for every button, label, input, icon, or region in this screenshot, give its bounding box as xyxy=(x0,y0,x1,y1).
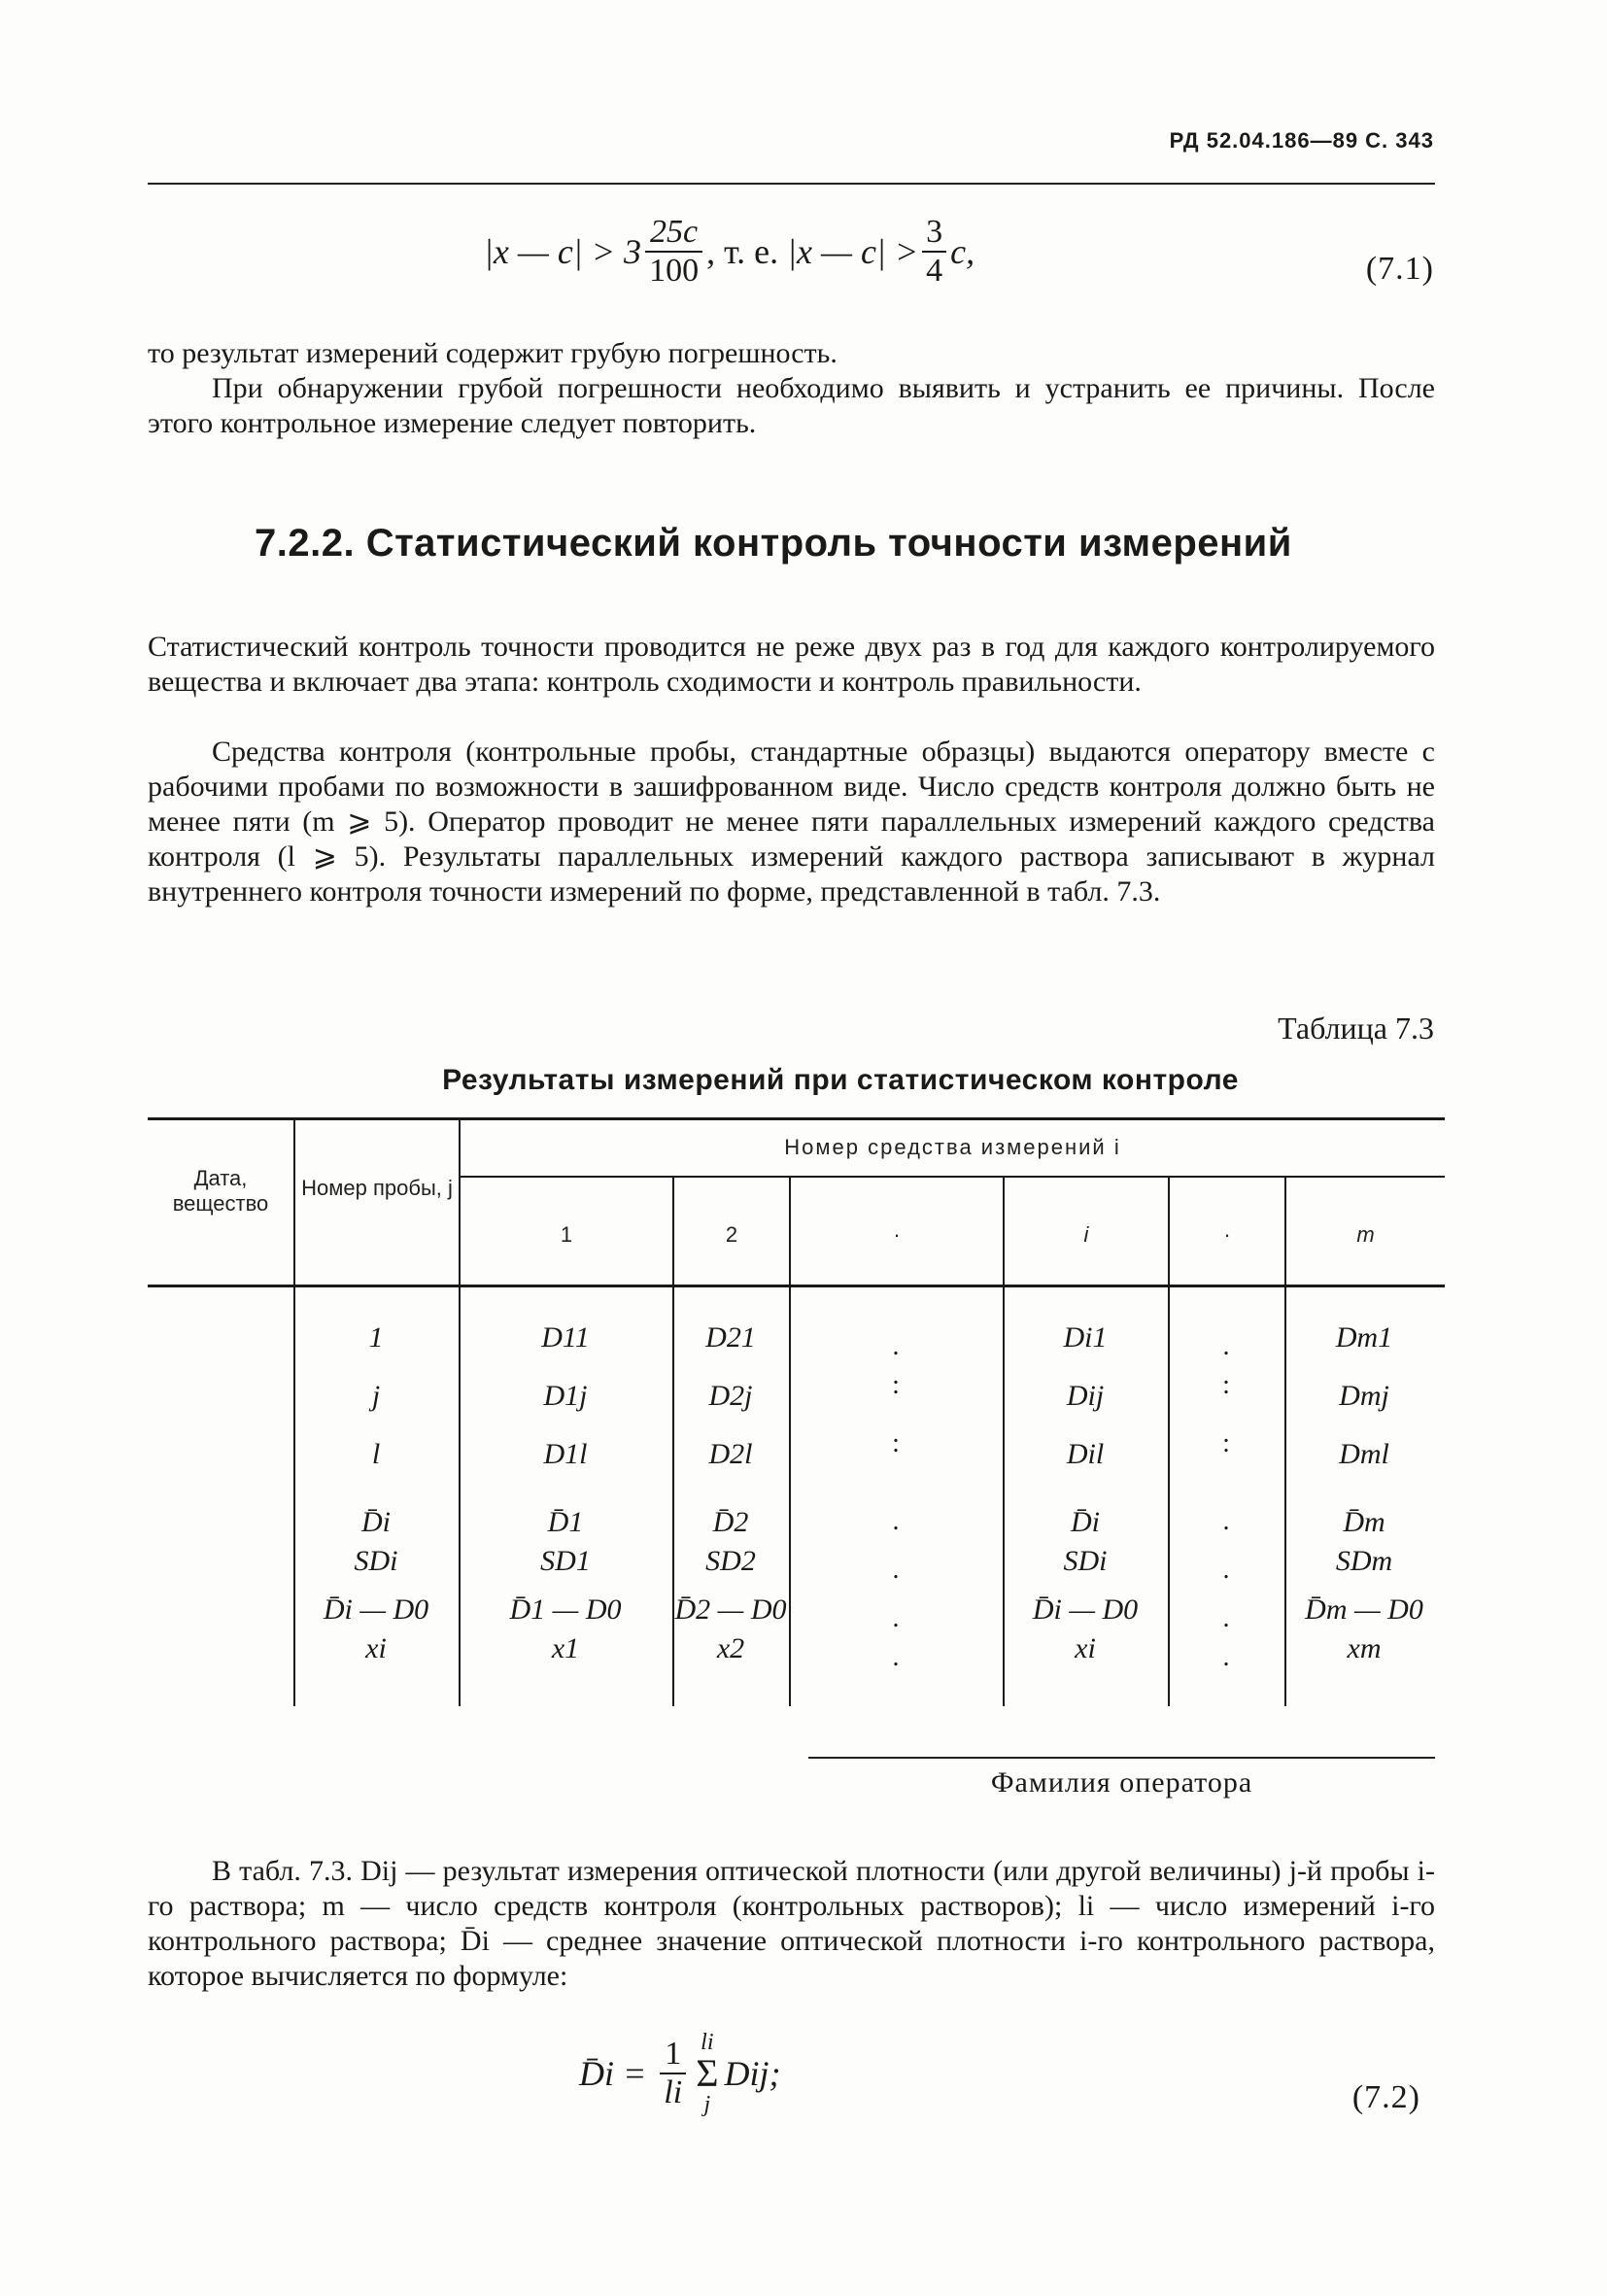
table-cell: x2 xyxy=(716,1632,745,1664)
formula-7-2-sum xyxy=(696,2031,718,2116)
probe-row-j: j xyxy=(371,1380,381,1412)
ellipsis-dot: : xyxy=(892,1428,900,1458)
table-cell: D21 xyxy=(705,1321,756,1354)
table-cell: D̄1 xyxy=(547,1506,584,1538)
sum-upper-limit: li xyxy=(701,2030,714,2055)
ellipsis-dot: . xyxy=(1222,1331,1230,1361)
formula-7-2-denominator: li xyxy=(660,2073,686,2109)
table-cell: SDi xyxy=(1063,1545,1108,1577)
table-cell: Di1 xyxy=(1063,1321,1108,1354)
table-cell: D̄2 — D0 xyxy=(674,1593,787,1626)
ellipsis-dot: : xyxy=(1222,1428,1230,1458)
table-label: Таблица 7.3 xyxy=(1278,1011,1434,1045)
equation-number-7-2: (7.2) xyxy=(1351,2079,1420,2115)
table-caption: Результаты измерений при статистическом контроле xyxy=(442,1064,1239,1096)
table-cell: xm xyxy=(1347,1632,1382,1664)
sum-lower-limit: j xyxy=(703,2092,711,2117)
ellipsis-dot: . xyxy=(892,1642,900,1672)
equation-number-7-1: (7.1) xyxy=(1365,251,1434,287)
table-cell: xi xyxy=(1075,1632,1096,1664)
table-vline-2 xyxy=(459,1117,461,1706)
table-cell: D̄i xyxy=(1071,1506,1100,1538)
table-header-bottom-border xyxy=(148,1285,1445,1287)
running-header: РД 52.04.186—89 С. 343 xyxy=(1169,128,1434,153)
ellipsis-dot: : xyxy=(892,1370,900,1400)
table-cell: Dmj xyxy=(1339,1380,1389,1412)
table-cell: D̄i — D0 xyxy=(1032,1593,1139,1626)
probe-row-1: 1 xyxy=(368,1321,384,1354)
probe-row-mean: D̄i xyxy=(361,1506,391,1538)
section-title: 7.2.2. Статистический контроль точности измерений xyxy=(255,522,1292,565)
formula-7-1-fraction-1 xyxy=(645,216,702,288)
fraction-1-denominator: 100 xyxy=(645,251,702,288)
paragraph-1: то результат измерений содержит грубую погрешность. xyxy=(148,337,838,369)
table-cell: D̄m xyxy=(1343,1506,1385,1538)
table-cell: SDm xyxy=(1335,1545,1393,1577)
ellipsis-dot: . xyxy=(892,1555,900,1585)
ellipsis-dot: . xyxy=(1222,1555,1230,1585)
probe-row-x: xi xyxy=(365,1632,387,1664)
formula-7-2-fraction xyxy=(660,2038,686,2109)
header-rule xyxy=(148,183,1435,185)
ellipsis-dot: . xyxy=(1222,1506,1230,1536)
formula-7-2-term: Dij; xyxy=(724,2054,781,2093)
formula-7-1-rhs: |x — c| > xyxy=(787,232,919,271)
table-cell: Dml xyxy=(1339,1438,1389,1470)
formula-7-1-tail: c, xyxy=(950,232,975,271)
ellipsis-dot: . xyxy=(892,1331,900,1361)
table-cell: SD2 xyxy=(705,1545,756,1577)
table-cell: D̄2 xyxy=(712,1506,749,1538)
probe-row-l: l xyxy=(371,1438,381,1470)
table-top-border xyxy=(148,1117,1445,1120)
formula-7-1-separator: , т. е. xyxy=(706,232,788,271)
table-cell: Dm1 xyxy=(1335,1321,1393,1354)
subheader-i: i xyxy=(1083,1222,1089,1247)
operator-label: Фамилия оператора xyxy=(990,1766,1253,1799)
table-vline-5 xyxy=(1168,1176,1170,1706)
ellipsis-dot: : xyxy=(1222,1370,1230,1400)
fraction-1-numerator: 25c xyxy=(650,214,699,250)
formula-7-2 xyxy=(579,2031,780,2116)
fraction-2-numerator: 3 xyxy=(926,214,943,250)
table-cell: D̄1 — D0 xyxy=(509,1593,622,1626)
formula-7-2-numerator: 1 xyxy=(665,2036,682,2072)
table-cell: D̄m — D0 xyxy=(1305,1593,1423,1626)
table-cell: x1 xyxy=(551,1632,580,1664)
paragraph-4: Средства контроля (контрольные пробы, стандартные образцы) выдаются оператору вместе с рабочими пробами по возможности в зашифрованном виде. Число средств контроля должно быть не менее пяти (m ⩾ 5). Оператор проводит не менее пяти параллельных измерений каждого средства контроля (l ⩾ 5). Результаты параллельных измерений каждого раствора записывают в журнал внутреннего контроля точности измерений по форме, представленной в табл. 7.3. xyxy=(148,736,1435,908)
table-vline-1 xyxy=(293,1117,295,1706)
ellipsis-dot: . xyxy=(1222,1642,1230,1672)
table-cell: Dil xyxy=(1066,1438,1105,1470)
probe-row-diff: D̄i — D0 xyxy=(323,1593,429,1626)
paragraph-3: Статистический контроль точности проводится не реже двух раз в год для каждого контролируемого вещества и включает два этапа: контроль сходимости и контроль правильности. xyxy=(148,631,1435,698)
ellipsis-dot: . xyxy=(1222,1603,1230,1633)
probe-row-sd: SDi xyxy=(354,1545,398,1577)
table-cell: D2j xyxy=(708,1380,753,1412)
table-vline-4 xyxy=(1003,1176,1005,1706)
table-cell: Dij xyxy=(1066,1380,1105,1412)
subheader-m: m xyxy=(1356,1222,1375,1247)
paragraph-5: В табл. 7.3. Dij — результат измерения оптической плотности (или другой величины) j-й пробы i-го раствора; m — число средств контроля (контрольных растворов); li — число измерений i-го контрольного раствора; D̄i — среднее значение оптической плотности i-го контрольного раствора, которое вычисляется по формуле: xyxy=(148,1855,1435,1992)
operator-signature-line xyxy=(808,1757,1435,1759)
table-cell: D1j xyxy=(543,1380,588,1412)
subheader-2: 2 xyxy=(725,1222,738,1247)
header-group: Номер средства измерений i xyxy=(784,1135,1121,1159)
ellipsis-dot: . xyxy=(892,1506,900,1536)
table-cell: D11 xyxy=(541,1321,590,1354)
subheader-1: 1 xyxy=(560,1222,573,1247)
sum-sign: Σ xyxy=(696,2051,719,2095)
subheader-dot-1: · xyxy=(893,1222,901,1247)
formula-7-1-lhs: |x — c| > 3 xyxy=(484,232,642,271)
results-table xyxy=(148,1117,1445,1710)
header-probe: Номер пробы, j xyxy=(301,1176,453,1200)
table-group-underline xyxy=(459,1176,1445,1178)
table-cell: D1l xyxy=(543,1438,588,1470)
table-cell: SD1 xyxy=(540,1545,591,1577)
formula-7-2-lhs: D̄i = xyxy=(579,2054,647,2093)
subheader-dot-2: · xyxy=(1223,1222,1231,1247)
formula-7-1-fraction-2 xyxy=(922,216,946,288)
table-cell: D2l xyxy=(708,1438,753,1470)
ellipsis-dot: . xyxy=(892,1603,900,1633)
fraction-2-denominator: 4 xyxy=(922,251,946,288)
paragraph-2: При обнаружении грубой погрешности необходимо выявить и устранить ее причины. После этого контрольное измерение следует повторить. xyxy=(148,372,1435,439)
formula-7-1 xyxy=(484,216,974,288)
header-date: Дата, вещество xyxy=(172,1166,269,1216)
